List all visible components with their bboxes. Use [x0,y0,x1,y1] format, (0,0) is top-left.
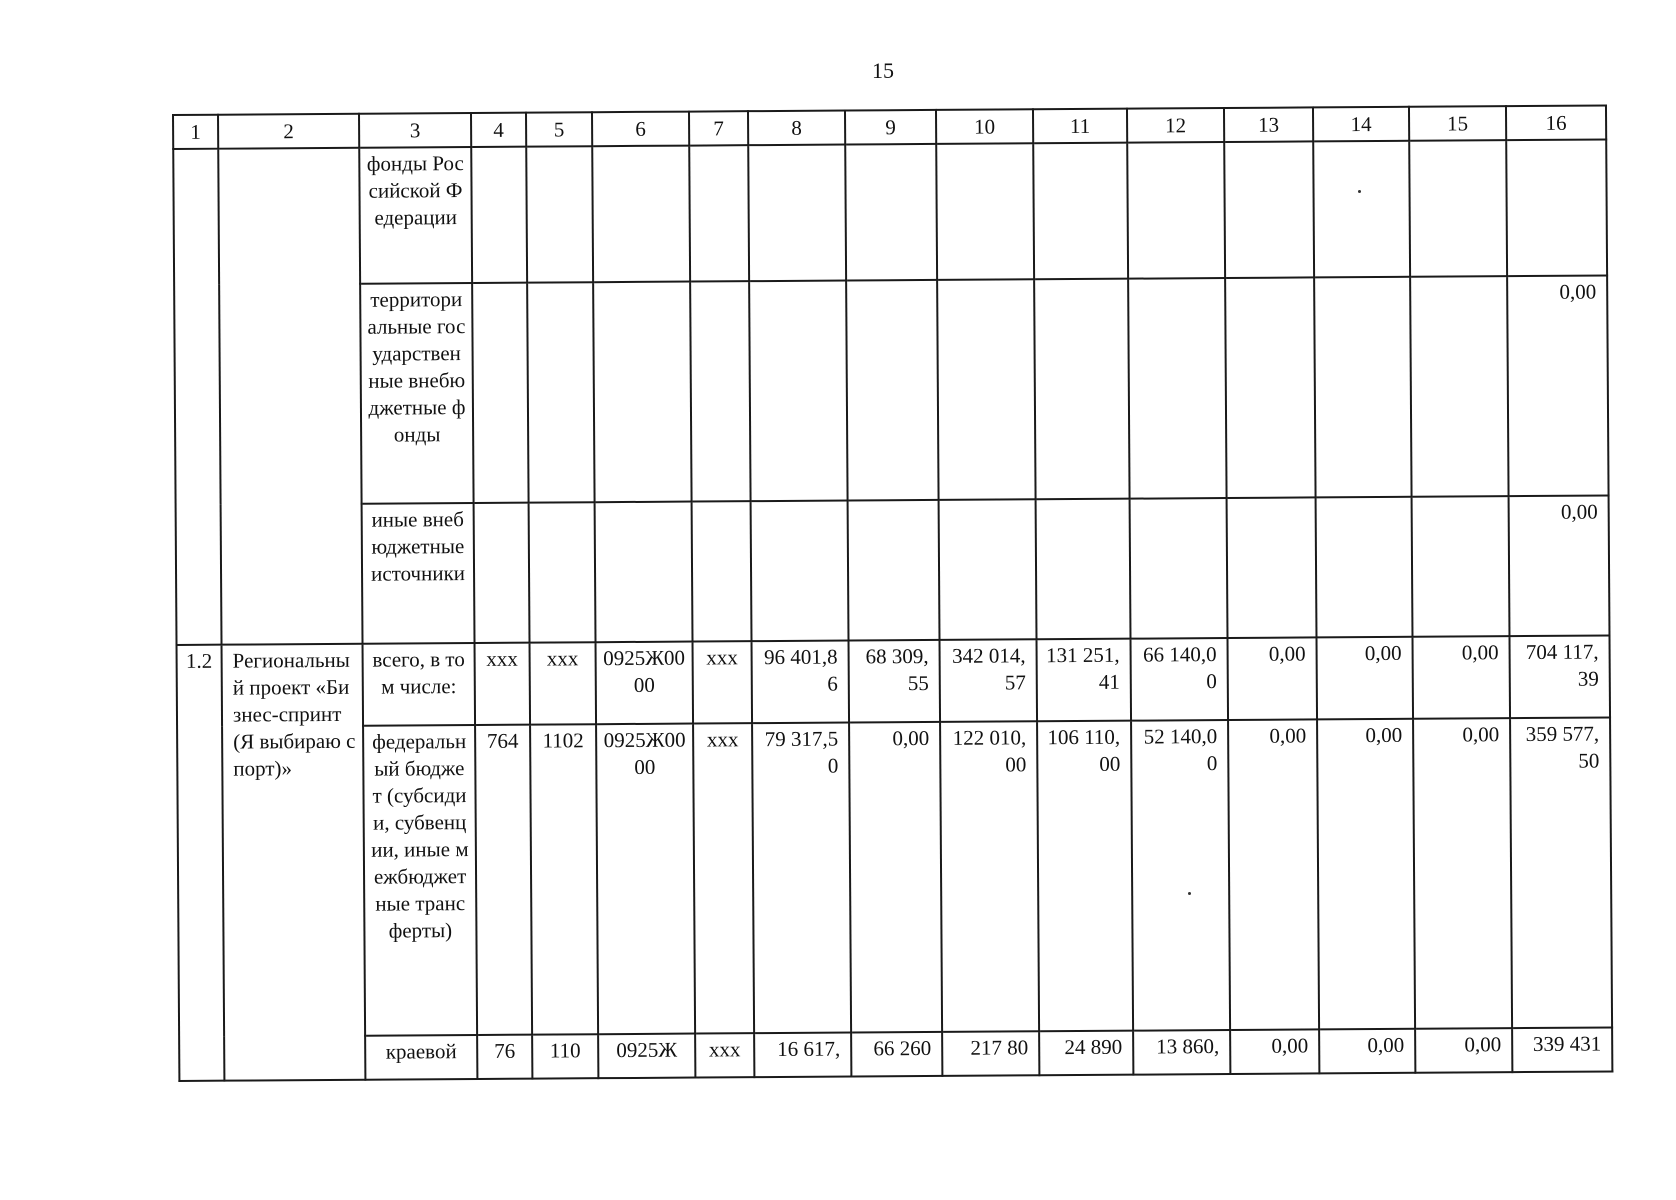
value-cell: 79 317,50 [752,723,851,1034]
value-cell: 16 617, [754,1033,851,1078]
value-cell: 0,00 [1412,636,1510,719]
value-cell: 96 401,86 [752,641,850,724]
funding-source: краевой [365,1035,477,1080]
header-cell: 9 [845,110,936,145]
value-cell: 0,00 [849,722,942,1033]
funding-source: всего, в том числе: [363,643,476,726]
value-cell: 110 [532,1034,598,1078]
value-cell: 764 [475,725,532,1035]
funding-source: фонды Российской Федерации [359,147,472,284]
value-cell: 122 010,00 [940,721,1039,1032]
header-cell: 13 [1224,107,1313,142]
budget-table [172,104,1613,1081]
value-cell: 52 140,00 [1131,720,1230,1031]
value-cell: 1102 [530,724,598,1034]
header-cell: 11 [1033,109,1127,144]
funding-source: иные внебюджетные источники [362,503,475,644]
cell-empty [218,148,362,645]
value-cell: 66 260 [851,1032,942,1077]
row-number: 1.2 [177,645,225,1081]
value-cell: 106 110,00 [1037,721,1133,1032]
header-cell: 2 [218,114,359,149]
project-name: Региональный проект «Бизнес-спринт (Я выбираю спорт)» [222,644,366,1081]
value-cell: ххх [530,642,597,724]
value-cell: 0925Ж0000 [596,642,694,725]
table-row [179,1027,1612,1081]
table-row [177,635,1611,727]
header-cell: 14 [1313,107,1409,142]
header-cell: 6 [592,112,689,147]
value-cell: 0925Ж0000 [596,724,695,1035]
value-cell: 13 860, [1133,1030,1230,1075]
scan-speck [1358,190,1361,193]
value-cell: 66 140,00 [1131,638,1229,721]
value-cell: 0,00 [1316,637,1413,720]
funding-source: территориальные государственные внебюджетные фонды [360,283,473,504]
value-cell: 359 577,50 [1510,717,1612,1028]
value-cell: 704 117,39 [1509,635,1610,718]
header-cell: 15 [1409,106,1506,141]
funding-source: федеральный бюджет (субсидии, субвенции, иные межбюджетные трансферты) [363,725,477,1036]
value-cell: 68 309,55 [849,640,941,723]
value-cell: 0,00 [1415,1028,1512,1073]
value-cell: ххх [693,723,754,1033]
value-cell: 342 014,57 [940,639,1038,722]
header-cell: 3 [359,113,471,148]
header-cell: 8 [748,111,845,146]
value-cell: 0,00 [1413,718,1512,1029]
value-cell: 0925Ж [598,1034,695,1079]
cell-empty [173,149,221,645]
header-cell: 12 [1127,108,1224,143]
table-row [174,275,1608,504]
value-cell: 0,00 [1509,495,1610,636]
table-row [176,495,1610,645]
table-row [173,139,1607,285]
value-cell: 339 431 [1512,1027,1612,1072]
value-cell: 24 890 [1039,1031,1133,1076]
value-cell: 0,00 [1227,637,1317,720]
value-cell: ххх [695,1033,754,1077]
header-cell: 4 [471,113,526,147]
value-cell: 217 80 [942,1031,1039,1076]
header-cell: 7 [689,111,748,145]
value-cell: 0,00 [1319,1029,1415,1074]
scan-speck [1188,892,1191,895]
header-cell: 1 [173,115,218,149]
header-cell: 10 [936,109,1033,144]
table-row [177,717,1612,1036]
header-cell: 5 [526,112,592,146]
value-cell: 76 [477,1035,532,1079]
value-cell: 0,00 [1228,719,1319,1030]
value-cell: 0,00 [1230,1029,1319,1074]
value-cell: 0,00 [1507,275,1608,496]
header-cell: 16 [1506,105,1606,140]
value-cell: ххх [693,641,753,723]
value-cell: 0,00 [1317,719,1415,1030]
value-cell: ххх [475,643,531,725]
page-number: 15 [872,58,894,83]
value-cell: 131 251,41 [1037,639,1132,722]
